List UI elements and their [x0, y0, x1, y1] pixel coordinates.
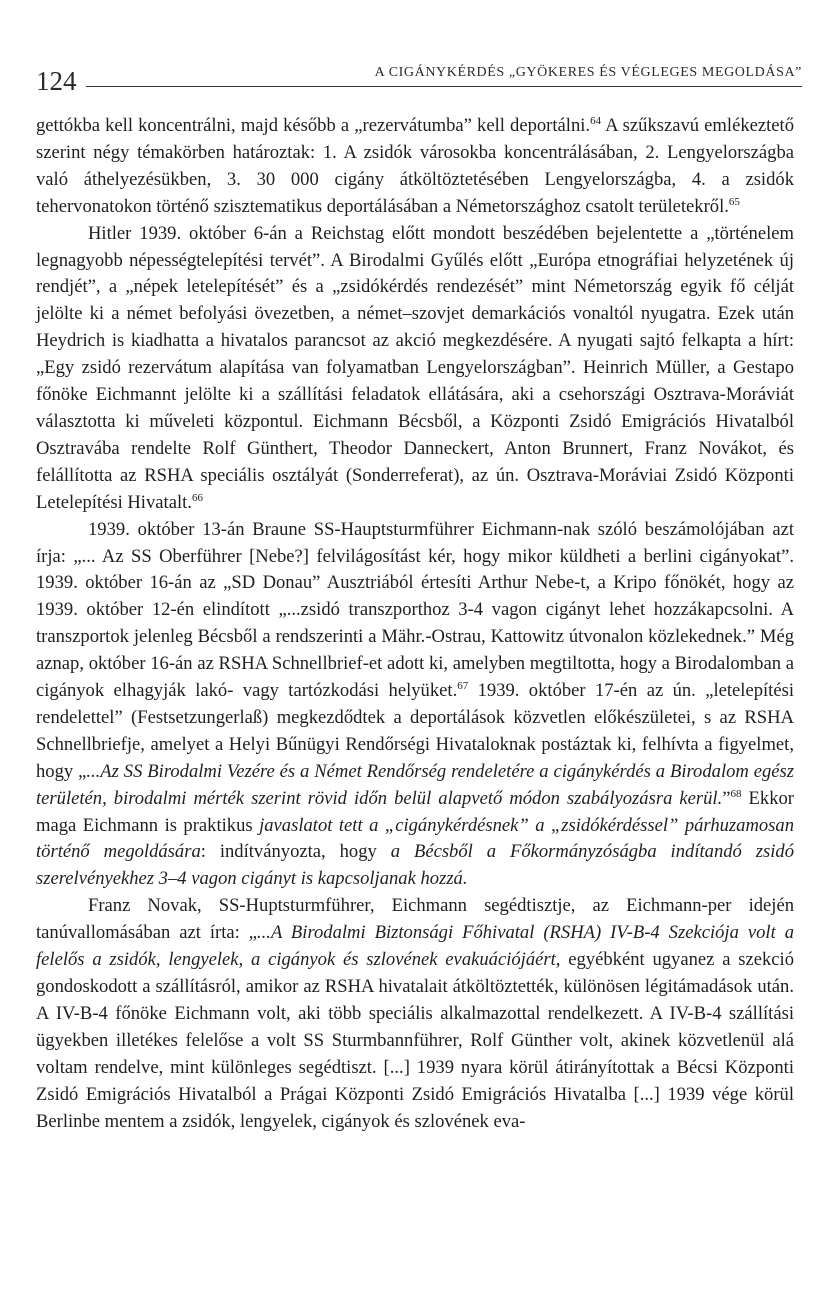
running-head: A CIGÁNYKÉRDÉS „GYÖKERES ÉS VÉGLEGES MEGOLDÁSA” [374, 65, 802, 80]
text-run: 1939. október 17-én az ún. „letelepítési rendelettel” (Festsetzungerlaß) megkezdődtek a deportálások közvetlen előkészületei, s az RSHA Schnellbriefje, amelyet a Helyi Bűnügyi Rendőrségi Hivataloknak postáztak ki, felhívta a figyelmet, hogy „ [36, 680, 794, 782]
text-run: Hitler 1939. október 6-án a Reichstag előtt mondott beszédében bejelentette a „történelem legnagyobb népességtelepítési tervét”. A Birodalmi Gyűlés előtt „Európa etnográfiai helyzetének új rendjét”, a „népek letelepítését” és a „zsidókérdés rendezését” mint Németország egyik fő célját jelölte ki a német befolyási övezetben, a német–szovjet demarkációs vonaltól nyugatra. Ezek után Heydrich is kiadhatta a hivatalos parancsot az akció megkezdésére. A nyugati sajtó felkapta a hírt: „Egy zsidó rezervátum alapítása van folyamatban Lengyelországban”. Heinrich Müller, a Gestapo főnöke Eichmannt jelölte ki a szállítási feladatok ellátására, aki a csehországi Osztrava-Moráviát választotta ki műveleti központul. Eichmann Bécsből, a Központi Zsidó Emigrációs Hivatalból Osztravába rendelte Rolf Günthert, Theodor Danneckert, Anton Brunnert, Franz Novákot, és felállította az RSHA speciális osztályát (Sonderreferat), az ún. Osztrava-Moráviai Zsidó Központi Letelepítési Hivatalt. [36, 222, 794, 513]
text-run: 1939. október 13-án Braune SS-Hauptsturmführer Eichmann-nak szóló beszámolójában azt írja: „... Az SS Oberführer [Nebe?] felvilágosítást kér, hogy mikor küldheti a berlini cigányokat”. 1939. október 16-án az „SD Donau” Ausztriából értesíti Arthur Nebe-t, a Kripo főnökét, hogy az 1939. október 12-én elindított „...zsidó transzporthoz 3-4 vagon cigányt lehet hozzákapcsolni. A transzportok jelenleg Bécsből a rendszerinti a Mähr.-Ostrau, Kattowitz útvonalon közlekednek.” Még aznap, október 16-án az RSHA Schnellbrief-et adott ki, amelyben megtiltotta, hogy a Birodalomban a cigányok elhagyják lakó- vagy tartózkodási helyüket. [36, 518, 794, 702]
footnote-ref: 68 [730, 787, 742, 800]
footnote-ref: 67 [457, 680, 469, 693]
text-run: ” [722, 787, 731, 809]
text-run: : indítványozta, hogy [200, 841, 391, 863]
italic-text: ...A Birodalmi Biztonsági Főhivatal (RSHA) IV-B-4 Szekciója volt a felelős a zsidók, lengyelek, a cigányok és szlovének evakuációjáért, [36, 922, 794, 971]
paragraph [36, 221, 794, 517]
text-run: A szűkszavú emlékeztető szerint négy témakörben határoztak: 1. A zsidók városokba koncentrálásában, 2. Lengyelországba való áthelyezésükben, 3. 30 000 cigány átköltöztetésében Lengyelországba, 4. a zsidók tehervonatokon történő szisztematikus deportálásában a Németországhoz csatolt területekről. [36, 115, 794, 217]
text-run: Ekkor maga Eichmann is praktikus [36, 787, 794, 836]
header-rule [86, 86, 802, 87]
footnote-ref: 65 [728, 195, 740, 208]
paragraph [36, 893, 794, 1135]
paragraph [36, 113, 794, 221]
italic-text: javaslatot tett a „cigánykérdésnek” a „zsidókérdéssel” párhuzamosan történő megoldására [36, 814, 794, 863]
page-number: 124 [36, 66, 77, 96]
text-run: gettókba kell koncentrálni, majd később a „rezervátumba” kell deportálni. [36, 115, 591, 136]
footnote-ref: 66 [191, 491, 203, 504]
footnote-ref: 64 [590, 115, 602, 127]
italic-text: ...Az SS Birodalmi Vezére és a Német Rendőrség rendeletére a cigánykérdés a Birodalom egész területén, birodalmi mérték szerint rövid időn belül alapvető módon szabályozásra kerül. [36, 760, 795, 809]
body-text [36, 113, 794, 1135]
italic-text: a Bécsből a Főkormányzóságba indítandó zsidó szerelvényekhez 3–4 vagon cigányt is kapcsoljanak hozzá. [36, 841, 794, 890]
page-header [36, 60, 802, 96]
text-run: egyébként ugyanez a szekció gondoskodott a szállításról, amikor az RSHA hivatalait átköltöztették, különösen légitámadások után. A IV-B-4 főnöke Eichmann volt, aki több speciális alkalmazottal rendelkezett. A IV-B-4 szállítási ügyekben illetékes felelőse a volt SS Sturmbannführer, Rolf Günther volt, akinek közvetlenül alá voltam rendelve, mint különleges segédtiszt. [...] 1939 nyara körül átirányítottak a Bécsi Központi Zsidó Emigrációs Hivatalból a Prágai Központi Zsidó Emigrációs Hivatalba [...] 1939 vége körül Berlinbe mentem a zsidók, lengyelek, cigányok és szlovének eva- [36, 949, 794, 1132]
paragraph [36, 517, 794, 894]
text-run: Franz Novak, SS-Huptsturmführer, Eichmann segédtisztje, az Eichmann-per idején tanúvallomásában azt írta: „ [36, 895, 794, 944]
